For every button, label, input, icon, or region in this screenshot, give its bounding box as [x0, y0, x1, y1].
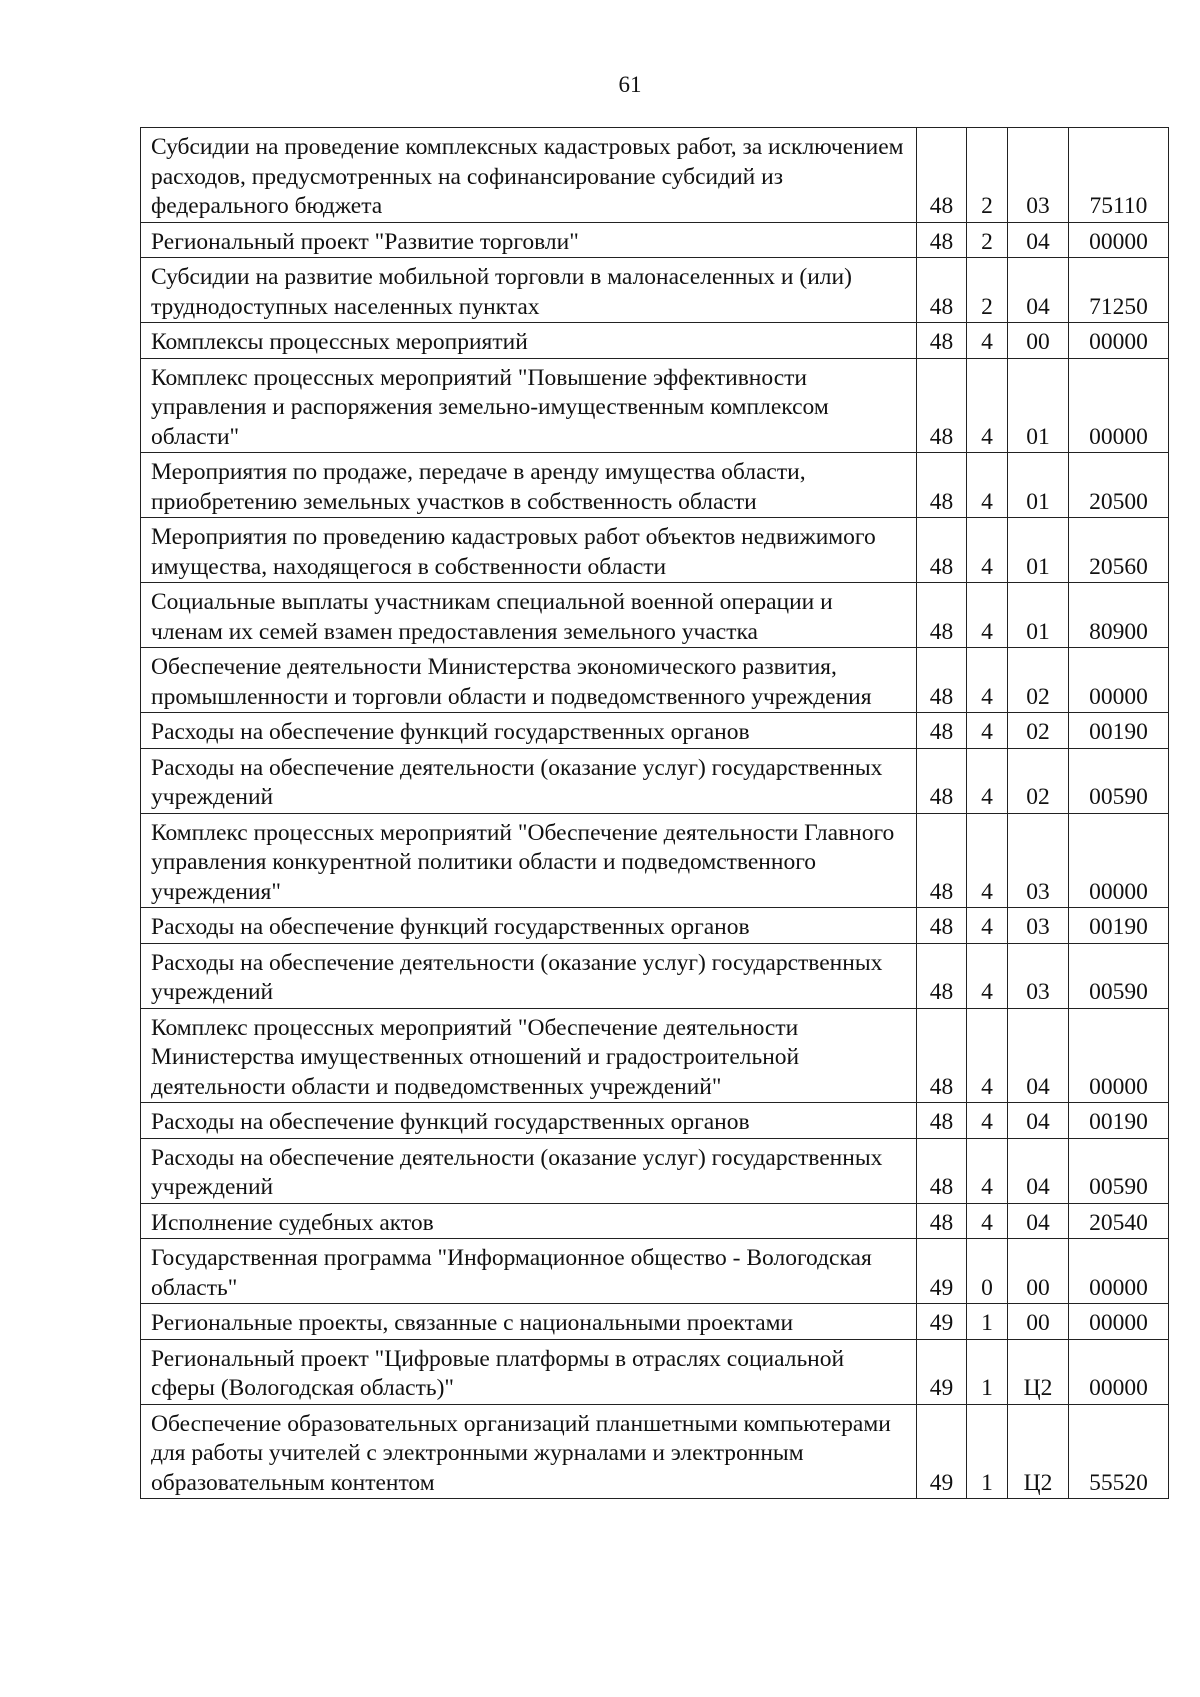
- row-description: Комплекс процессных мероприятий "Обеспечение деятельности Главного управления конкурентной политики области и подведомственного учреждения": [141, 813, 917, 908]
- row-code-subprogram: 2: [967, 258, 1008, 323]
- table-row: [141, 453, 1169, 518]
- row-code-program: 49: [917, 1404, 967, 1499]
- row-description: Государственная программа "Информационное общество - Вологодская область": [141, 1239, 917, 1304]
- row-code-subprogram: 4: [967, 1138, 1008, 1203]
- row-code-program: 48: [917, 648, 967, 713]
- row-code-program: 48: [917, 222, 967, 258]
- row-code-direction: 20500: [1069, 453, 1169, 518]
- row-code-section: 02: [1008, 648, 1069, 713]
- row-code-subprogram: 4: [967, 358, 1008, 453]
- row-description: Расходы на обеспечение деятельности (оказание услуг) государственных учреждений: [141, 943, 917, 1008]
- row-code-direction: 00190: [1069, 713, 1169, 749]
- row-code-direction: 00000: [1069, 648, 1169, 713]
- row-code-program: 48: [917, 1103, 967, 1139]
- row-code-program: 49: [917, 1239, 967, 1304]
- row-code-program: 48: [917, 518, 967, 583]
- row-code-section: 01: [1008, 518, 1069, 583]
- row-code-direction: 00000: [1069, 1304, 1169, 1340]
- table-row: [141, 323, 1169, 359]
- table-row: [141, 1404, 1169, 1499]
- row-code-direction: 00000: [1069, 1008, 1169, 1103]
- table-row: [141, 648, 1169, 713]
- row-description: Социальные выплаты участникам специальной военной операции и членам их семей взамен предоставления земельного участка: [141, 583, 917, 648]
- table-row: [141, 1239, 1169, 1304]
- row-code-program: 49: [917, 1304, 967, 1340]
- row-code-direction: 00590: [1069, 943, 1169, 1008]
- row-description: Комплекс процессных мероприятий "Обеспечение деятельности Министерства имущественных отношений и градостроительной деятельности области и подведомственных учреждений": [141, 1008, 917, 1103]
- row-code-program: 48: [917, 908, 967, 944]
- row-code-subprogram: 4: [967, 648, 1008, 713]
- row-code-subprogram: 4: [967, 518, 1008, 583]
- row-code-direction: 00590: [1069, 1138, 1169, 1203]
- row-description: Региональный проект "Развитие торговли": [141, 222, 917, 258]
- row-code-subprogram: 4: [967, 453, 1008, 518]
- row-code-section: 04: [1008, 258, 1069, 323]
- row-description: Субсидии на развитие мобильной торговли в малонаселенных и (или) труднодоступных населенных пунктах: [141, 258, 917, 323]
- table-row: [141, 583, 1169, 648]
- table-row: [141, 518, 1169, 583]
- row-code-program: 48: [917, 813, 967, 908]
- row-code-direction: 00190: [1069, 1103, 1169, 1139]
- table-row: [141, 748, 1169, 813]
- row-code-subprogram: 1: [967, 1404, 1008, 1499]
- row-code-direction: 00000: [1069, 358, 1169, 453]
- row-code-program: 48: [917, 713, 967, 749]
- row-code-subprogram: 4: [967, 1103, 1008, 1139]
- row-code-section: Ц2: [1008, 1404, 1069, 1499]
- row-code-section: 04: [1008, 222, 1069, 258]
- row-code-section: 03: [1008, 943, 1069, 1008]
- row-code-section: 00: [1008, 1304, 1069, 1340]
- row-description: Расходы на обеспечение деятельности (оказание услуг) государственных учреждений: [141, 748, 917, 813]
- row-code-direction: 55520: [1069, 1404, 1169, 1499]
- row-description: Мероприятия по проведению кадастровых работ объектов недвижимого имущества, находящегося в собственности области: [141, 518, 917, 583]
- row-code-subprogram: 4: [967, 323, 1008, 359]
- row-code-program: 48: [917, 258, 967, 323]
- row-description: Расходы на обеспечение функций государственных органов: [141, 908, 917, 944]
- row-code-subprogram: 2: [967, 128, 1008, 223]
- row-code-direction: 20560: [1069, 518, 1169, 583]
- row-code-subprogram: 4: [967, 908, 1008, 944]
- row-code-program: 48: [917, 128, 967, 223]
- table-row: [141, 713, 1169, 749]
- row-code-program: 48: [917, 1138, 967, 1203]
- row-code-direction: 00000: [1069, 1339, 1169, 1404]
- table-row: [141, 1203, 1169, 1239]
- table-row: [141, 1304, 1169, 1340]
- row-code-program: 48: [917, 1203, 967, 1239]
- row-description: Региональные проекты, связанные с национальными проектами: [141, 1304, 917, 1340]
- table-row: [141, 128, 1169, 223]
- row-code-direction: 00000: [1069, 813, 1169, 908]
- row-description: Мероприятия по продаже, передаче в аренду имущества области, приобретению земельных участков в собственность области: [141, 453, 917, 518]
- row-description: Расходы на обеспечение функций государственных органов: [141, 1103, 917, 1139]
- row-code-subprogram: 4: [967, 813, 1008, 908]
- row-code-direction: 20540: [1069, 1203, 1169, 1239]
- table-row: [141, 258, 1169, 323]
- table-row: [141, 222, 1169, 258]
- table-row: [141, 1339, 1169, 1404]
- budget-classification-table: [140, 127, 1169, 1499]
- row-description: Комплекс процессных мероприятий "Повышение эффективности управления и распоряжения земельно-имущественным комплексом области": [141, 358, 917, 453]
- row-code-program: 48: [917, 358, 967, 453]
- row-code-section: 03: [1008, 813, 1069, 908]
- row-code-program: 48: [917, 748, 967, 813]
- row-code-program: 48: [917, 583, 967, 648]
- table-row: [141, 943, 1169, 1008]
- row-code-direction: 00590: [1069, 748, 1169, 813]
- table-body: [141, 128, 1169, 1499]
- row-code-subprogram: 4: [967, 943, 1008, 1008]
- table-row: [141, 908, 1169, 944]
- row-description: Комплексы процессных мероприятий: [141, 323, 917, 359]
- row-code-direction: 00000: [1069, 1239, 1169, 1304]
- row-code-subprogram: 1: [967, 1339, 1008, 1404]
- table-row: [141, 813, 1169, 908]
- row-code-subprogram: 4: [967, 1008, 1008, 1103]
- row-code-subprogram: 4: [967, 583, 1008, 648]
- row-code-section: 03: [1008, 128, 1069, 223]
- row-code-section: 02: [1008, 748, 1069, 813]
- row-code-subprogram: 4: [967, 713, 1008, 749]
- row-code-section: 04: [1008, 1103, 1069, 1139]
- row-code-subprogram: 4: [967, 748, 1008, 813]
- row-description: Расходы на обеспечение деятельности (оказание услуг) государственных учреждений: [141, 1138, 917, 1203]
- row-code-section: 01: [1008, 358, 1069, 453]
- row-code-subprogram: 0: [967, 1239, 1008, 1304]
- row-code-section: 04: [1008, 1008, 1069, 1103]
- row-code-subprogram: 2: [967, 222, 1008, 258]
- row-code-section: 02: [1008, 713, 1069, 749]
- table-row: [141, 1138, 1169, 1203]
- row-code-program: 48: [917, 323, 967, 359]
- row-description: Обеспечение образовательных организаций планшетными компьютерами для работы учителей с электронными журналами и электронным образовательным контентом: [141, 1404, 917, 1499]
- row-code-subprogram: 4: [967, 1203, 1008, 1239]
- table-row: [141, 1008, 1169, 1103]
- row-code-section: Ц2: [1008, 1339, 1069, 1404]
- row-description: Расходы на обеспечение функций государственных органов: [141, 713, 917, 749]
- table-row: [141, 358, 1169, 453]
- row-description: Обеспечение деятельности Министерства экономического развития, промышленности и торговли области и подведомственного учреждения: [141, 648, 917, 713]
- row-code-section: 03: [1008, 908, 1069, 944]
- row-code-section: 04: [1008, 1203, 1069, 1239]
- row-code-direction: 00190: [1069, 908, 1169, 944]
- row-code-direction: 00000: [1069, 323, 1169, 359]
- row-code-section: 01: [1008, 453, 1069, 518]
- table-row: [141, 1103, 1169, 1139]
- row-code-section: 01: [1008, 583, 1069, 648]
- row-code-section: 04: [1008, 1138, 1069, 1203]
- row-code-program: 48: [917, 943, 967, 1008]
- row-code-section: 00: [1008, 1239, 1069, 1304]
- row-code-direction: 75110: [1069, 128, 1169, 223]
- row-code-program: 48: [917, 1008, 967, 1103]
- row-description: Исполнение судебных актов: [141, 1203, 917, 1239]
- row-code-direction: 00000: [1069, 222, 1169, 258]
- row-code-program: 49: [917, 1339, 967, 1404]
- row-code-program: 48: [917, 453, 967, 518]
- row-code-direction: 80900: [1069, 583, 1169, 648]
- row-code-subprogram: 1: [967, 1304, 1008, 1340]
- page-number: 61: [618, 72, 642, 97]
- row-description: Субсидии на проведение комплексных кадастровых работ, за исключением расходов, предусмотренных на софинансирование субсидий из федерального бюджета: [141, 128, 917, 223]
- row-code-direction: 71250: [1069, 258, 1169, 323]
- row-code-section: 00: [1008, 323, 1069, 359]
- row-description: Региональный проект "Цифровые платформы в отраслях социальной сферы (Вологодская область)": [141, 1339, 917, 1404]
